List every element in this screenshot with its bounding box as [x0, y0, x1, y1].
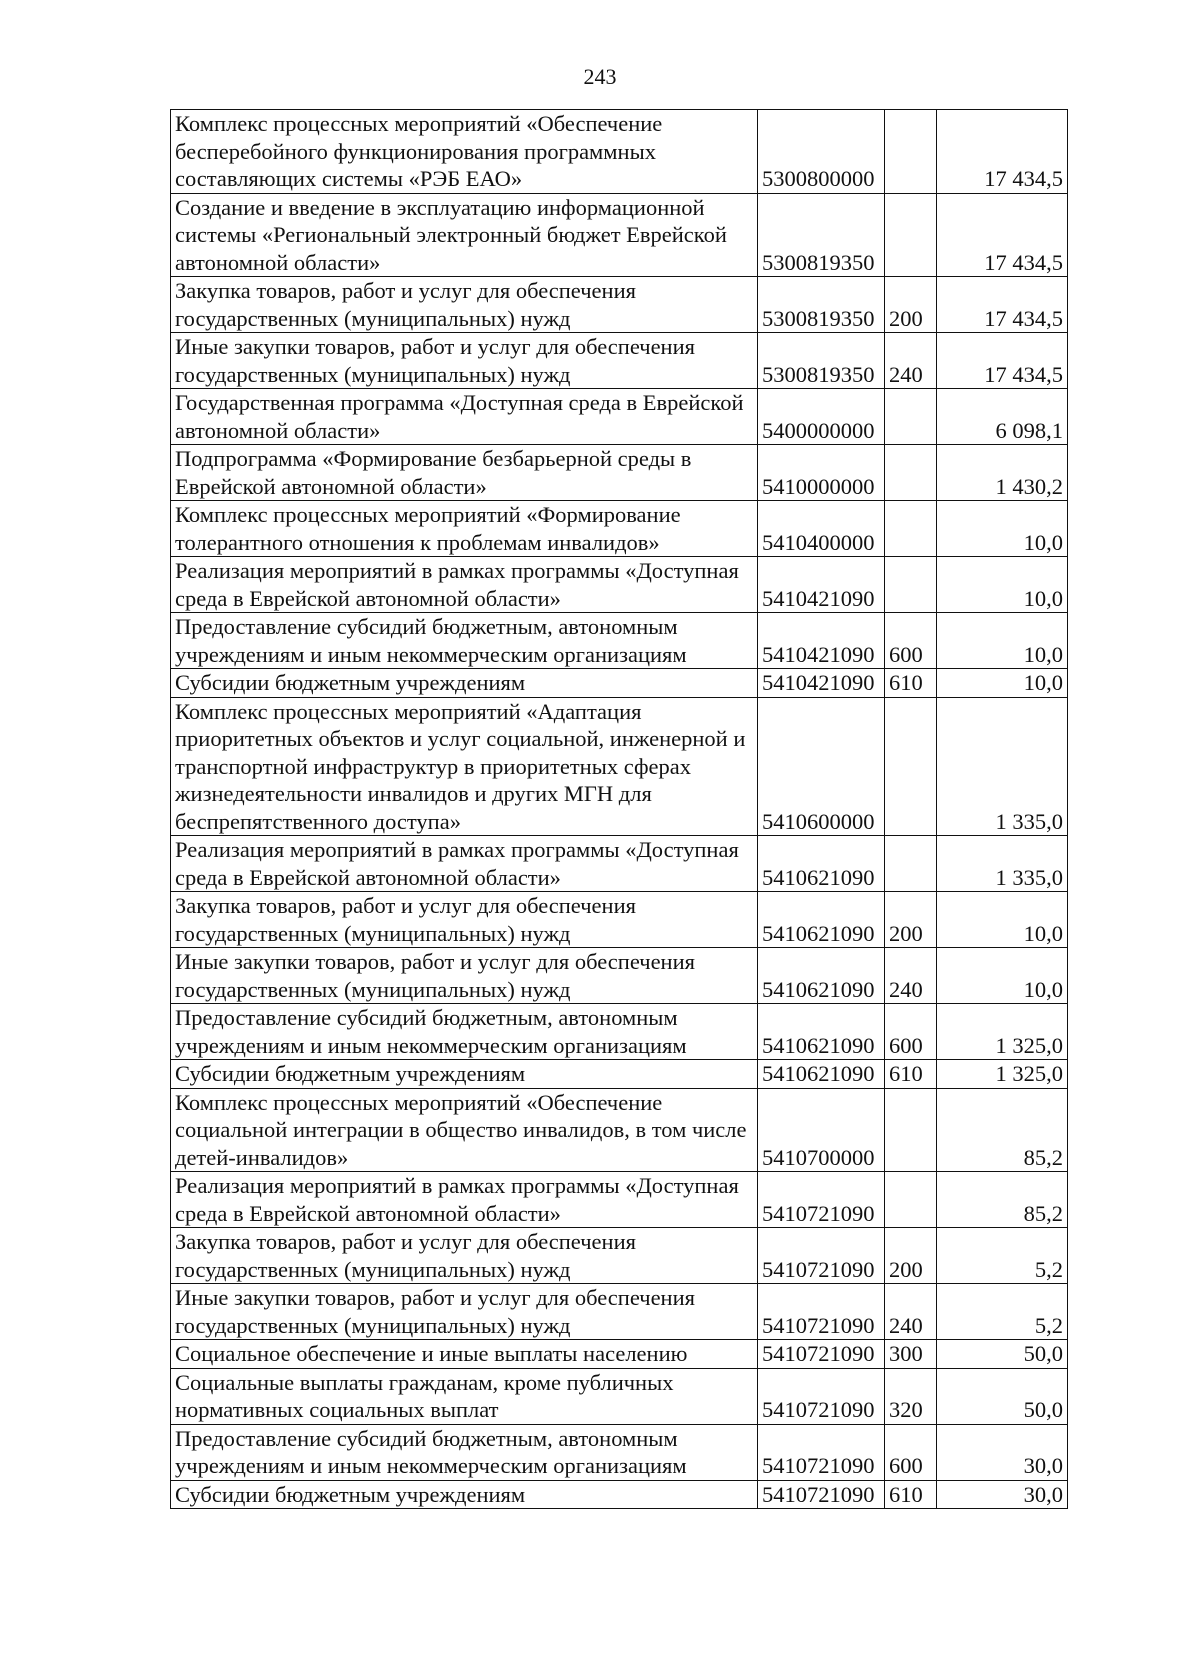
row-name-cell: Комплекс процессных мероприятий «Формирование толерантного отношения к проблемам инвалидов» — [171, 501, 758, 557]
row-sum-cell: 50,0 — [937, 1340, 1068, 1369]
row-expense-type-cell: 200 — [885, 1228, 937, 1284]
row-sum-cell: 5,2 — [937, 1284, 1068, 1340]
row-code-cell: 5400000000 — [758, 389, 885, 445]
table-row — [171, 1340, 1068, 1369]
row-code-cell: 5410721090 — [758, 1228, 885, 1284]
row-sum-cell: 30,0 — [937, 1424, 1068, 1480]
table-row — [171, 697, 1068, 836]
row-code-cell: 5410400000 — [758, 501, 885, 557]
table-row — [171, 110, 1068, 194]
table-row — [171, 948, 1068, 1004]
row-code-cell: 5300819350 — [758, 333, 885, 389]
row-sum-cell: 10,0 — [937, 892, 1068, 948]
row-code-cell: 5300819350 — [758, 277, 885, 333]
row-sum-cell: 10,0 — [937, 501, 1068, 557]
row-expense-type-cell — [885, 501, 937, 557]
table-row — [171, 836, 1068, 892]
table-row — [171, 389, 1068, 445]
row-sum-cell: 10,0 — [937, 557, 1068, 613]
row-name-cell: Создание и введение в эксплуатацию информационной системы «Региональный электронный бюджет Еврейской автономной области» — [171, 193, 758, 277]
row-name-cell: Комплекс процессных мероприятий «Адаптация приоритетных объектов и услуг социальной, инженерной и транспортной инфраструктур в приоритетных сферах жизнедеятельности инвалидов и других МГН для беспрепятственного доступа» — [171, 697, 758, 836]
row-sum-cell: 1 325,0 — [937, 1060, 1068, 1089]
table-row — [171, 613, 1068, 669]
table-row — [171, 445, 1068, 501]
table-row — [171, 1284, 1068, 1340]
row-sum-cell: 17 434,5 — [937, 110, 1068, 194]
row-name-cell: Субсидии бюджетным учреждениям — [171, 1480, 758, 1509]
row-code-cell: 5410600000 — [758, 697, 885, 836]
row-code-cell: 5300800000 — [758, 110, 885, 194]
row-sum-cell: 10,0 — [937, 948, 1068, 1004]
row-code-cell: 5410621090 — [758, 1060, 885, 1089]
table-row — [171, 1368, 1068, 1424]
row-name-cell: Государственная программа «Доступная среда в Еврейской автономной области» — [171, 389, 758, 445]
budget-table-body — [171, 110, 1068, 1509]
row-sum-cell: 17 434,5 — [937, 333, 1068, 389]
budget-table — [170, 109, 1068, 1509]
row-expense-type-cell — [885, 389, 937, 445]
row-expense-type-cell: 610 — [885, 1480, 937, 1509]
row-sum-cell: 6 098,1 — [937, 389, 1068, 445]
row-sum-cell: 5,2 — [937, 1228, 1068, 1284]
row-expense-type-cell: 240 — [885, 333, 937, 389]
row-expense-type-cell: 300 — [885, 1340, 937, 1369]
row-expense-type-cell: 600 — [885, 613, 937, 669]
table-row — [171, 892, 1068, 948]
row-sum-cell: 10,0 — [937, 613, 1068, 669]
page-number: 243 — [583, 64, 617, 89]
row-code-cell: 5410721090 — [758, 1284, 885, 1340]
row-sum-cell: 30,0 — [937, 1480, 1068, 1509]
row-code-cell: 5410621090 — [758, 892, 885, 948]
row-name-cell: Реализация мероприятий в рамках программы «Доступная среда в Еврейской автономной области» — [171, 836, 758, 892]
row-name-cell: Комплекс процессных мероприятий «Обеспечение бесперебойного функционирования программных составляющих системы «РЭБ ЕАО» — [171, 110, 758, 194]
row-code-cell: 5410700000 — [758, 1088, 885, 1172]
row-expense-type-cell — [885, 557, 937, 613]
row-code-cell: 5410721090 — [758, 1368, 885, 1424]
row-name-cell: Социальные выплаты гражданам, кроме публичных нормативных социальных выплат — [171, 1368, 758, 1424]
row-name-cell: Закупка товаров, работ и услуг для обеспечения государственных (муниципальных) нужд — [171, 892, 758, 948]
row-name-cell: Закупка товаров, работ и услуг для обеспечения государственных (муниципальных) нужд — [171, 1228, 758, 1284]
row-name-cell: Субсидии бюджетным учреждениям — [171, 669, 758, 698]
row-expense-type-cell — [885, 445, 937, 501]
row-name-cell: Реализация мероприятий в рамках программы «Доступная среда в Еврейской автономной области» — [171, 557, 758, 613]
row-name-cell: Предоставление субсидий бюджетным, автономным учреждениям и иным некоммерческим организациям — [171, 1004, 758, 1060]
row-sum-cell: 50,0 — [937, 1368, 1068, 1424]
row-name-cell: Иные закупки товаров, работ и услуг для обеспечения государственных (муниципальных) нужд — [171, 948, 758, 1004]
row-code-cell: 5410421090 — [758, 557, 885, 613]
table-row — [171, 1480, 1068, 1509]
row-expense-type-cell — [885, 110, 937, 194]
table-row — [171, 1060, 1068, 1089]
row-code-cell: 5410421090 — [758, 613, 885, 669]
row-code-cell: 5410721090 — [758, 1480, 885, 1509]
row-name-cell: Иные закупки товаров, работ и услуг для обеспечения государственных (муниципальных) нужд — [171, 333, 758, 389]
row-expense-type-cell: 600 — [885, 1004, 937, 1060]
row-expense-type-cell: 600 — [885, 1424, 937, 1480]
row-name-cell: Реализация мероприятий в рамках программы «Доступная среда в Еврейской автономной области» — [171, 1172, 758, 1228]
row-code-cell: 5300819350 — [758, 193, 885, 277]
row-name-cell: Предоставление субсидий бюджетным, автономным учреждениям и иным некоммерческим организациям — [171, 613, 758, 669]
row-code-cell: 5410721090 — [758, 1424, 885, 1480]
row-expense-type-cell: 610 — [885, 1060, 937, 1089]
table-row — [171, 501, 1068, 557]
table-row — [171, 193, 1068, 277]
row-name-cell: Предоставление субсидий бюджетным, автономным учреждениям и иным некоммерческим организациям — [171, 1424, 758, 1480]
table-row — [171, 333, 1068, 389]
row-name-cell: Подпрограмма «Формирование безбарьерной среды в Еврейской автономной области» — [171, 445, 758, 501]
row-name-cell: Закупка товаров, работ и услуг для обеспечения государственных (муниципальных) нужд — [171, 277, 758, 333]
row-expense-type-cell: 200 — [885, 892, 937, 948]
row-code-cell: 5410721090 — [758, 1340, 885, 1369]
row-sum-cell: 17 434,5 — [937, 193, 1068, 277]
row-sum-cell: 17 434,5 — [937, 277, 1068, 333]
row-sum-cell: 1 325,0 — [937, 1004, 1068, 1060]
row-expense-type-cell: 320 — [885, 1368, 937, 1424]
table-row — [171, 1004, 1068, 1060]
row-expense-type-cell: 240 — [885, 1284, 937, 1340]
row-code-cell: 5410621090 — [758, 1004, 885, 1060]
row-code-cell: 5410421090 — [758, 669, 885, 698]
row-expense-type-cell — [885, 193, 937, 277]
row-expense-type-cell — [885, 1172, 937, 1228]
table-row — [171, 1172, 1068, 1228]
row-expense-type-cell — [885, 836, 937, 892]
table-row — [171, 1228, 1068, 1284]
table-row — [171, 277, 1068, 333]
row-sum-cell: 1 335,0 — [937, 836, 1068, 892]
row-name-cell: Субсидии бюджетным учреждениям — [171, 1060, 758, 1089]
row-sum-cell: 85,2 — [937, 1088, 1068, 1172]
row-name-cell: Комплекс процессных мероприятий «Обеспечение социальной интеграции в общество инвалидов, в том числе детей-инвалидов» — [171, 1088, 758, 1172]
row-sum-cell: 1 430,2 — [937, 445, 1068, 501]
row-name-cell: Социальное обеспечение и иные выплаты населению — [171, 1340, 758, 1369]
row-code-cell: 5410000000 — [758, 445, 885, 501]
row-expense-type-cell: 610 — [885, 669, 937, 698]
row-sum-cell: 85,2 — [937, 1172, 1068, 1228]
table-row — [171, 1088, 1068, 1172]
row-sum-cell: 10,0 — [937, 669, 1068, 698]
row-code-cell: 5410621090 — [758, 948, 885, 1004]
row-expense-type-cell — [885, 1088, 937, 1172]
table-row — [171, 557, 1068, 613]
table-row — [171, 1424, 1068, 1480]
row-expense-type-cell: 200 — [885, 277, 937, 333]
row-code-cell: 5410721090 — [758, 1172, 885, 1228]
row-sum-cell: 1 335,0 — [937, 697, 1068, 836]
row-code-cell: 5410621090 — [758, 836, 885, 892]
row-name-cell: Иные закупки товаров, работ и услуг для обеспечения государственных (муниципальных) нужд — [171, 1284, 758, 1340]
row-expense-type-cell: 240 — [885, 948, 937, 1004]
table-row — [171, 669, 1068, 698]
row-expense-type-cell — [885, 697, 937, 836]
